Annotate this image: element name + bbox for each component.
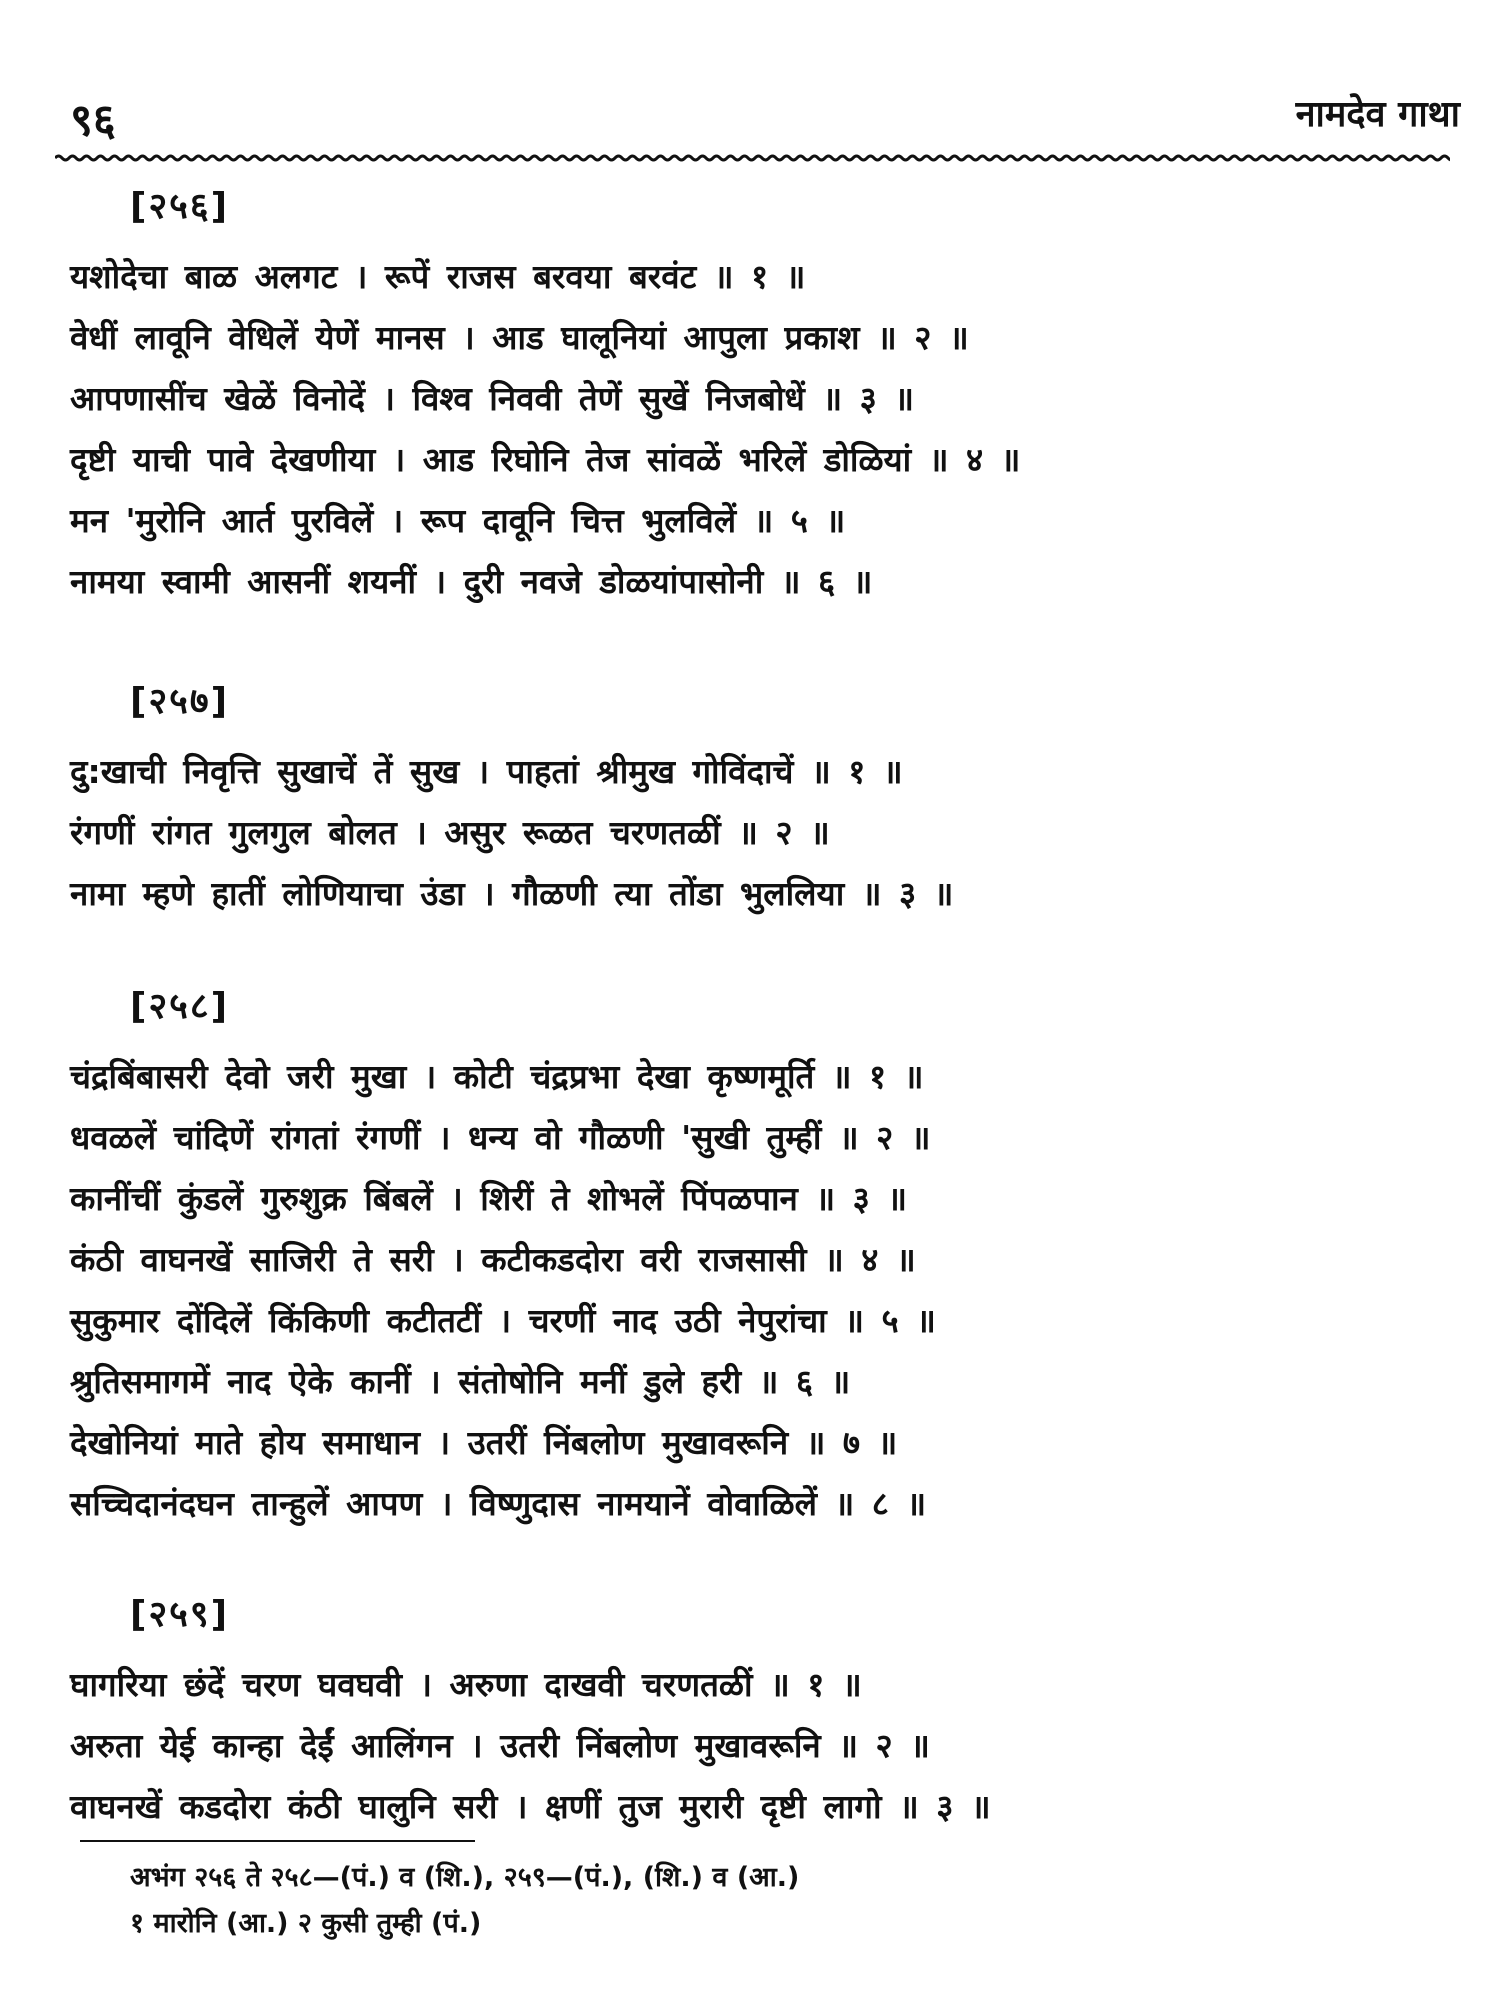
abhang-258	[70, 980, 1470, 1534]
verse-line: मन 'मुरोनि आर्त पुरविलें । रूप दावूनि चित्त भुलविलें ॥ ५ ॥	[70, 501, 846, 540]
verse-line: रंगणीं रांगत गुलगुल बोलत । असुर रूळत चरणतळीं ॥ २ ॥	[70, 813, 830, 852]
verse-line: आपणासींच खेळें विनोदें । विश्व निववी तेणें सुखें निजबोधें ॥ ३ ॥	[70, 379, 914, 418]
verse-line: अरुता येई कान्हा देईं आलिंगन । उतरी निंबलोण मुखावरूनि ॥ २ ॥	[70, 1726, 930, 1765]
abhang-number: [२५७]	[130, 681, 230, 722]
verse-line: धवळलें चांदिणें रांगतां रंगणीं । धन्य वो गौळणी 'सुखी तुम्हीं ॥ २ ॥	[70, 1118, 931, 1157]
abhang-256	[70, 180, 1470, 612]
verse-line: दृष्टी याची पावे देखणीया । आड रिघोनि तेज सांवळें भरिलें डोळियां ॥ ४ ॥	[70, 440, 1021, 479]
verse-line: यशोदेचा बाळ अलगट । रूपें राजस बरवया बरवंट ॥ १ ॥	[70, 257, 806, 296]
footnote-source: अभंग २५६ ते २५८—(पं.) व (शि.), २५९—(पं.), (शि.) व (आ.)	[130, 1862, 800, 1893]
verse-line: सच्चिदानंदघन तान्हुलें आपण । विष्णुदास नामयानें वोवाळिलें ॥ ८ ॥	[70, 1484, 927, 1523]
verse-line: कानींचीं कुंडलें गुरुशुक्र बिंबलें । शिरीं ते शोभलें पिंपळपान ॥ ३ ॥	[70, 1179, 908, 1218]
verse-line: दु:खाची निवृत्ति सुखाचें तें सुख । पाहतां श्रीमुख गोविंदाचें ॥ १ ॥	[70, 752, 903, 791]
abhang-number: [२५६]	[130, 186, 230, 227]
footnote-rule	[80, 1840, 475, 1842]
abhang-257	[70, 675, 1470, 924]
page-header	[70, 88, 1460, 148]
verse-line: नामा म्हणे हातीं लोणियाचा उंडा । गौळणी त्या तोंडा भुललिया ॥ ३ ॥	[70, 874, 954, 913]
verse-line: घागरिया छंदें चरण घवघवी । अरुणा दाखवी चरणतळीं ॥ १ ॥	[70, 1665, 862, 1704]
verse-line: कंठी वाघनखें साजिरी ते सरी । कटीकडदोरा वरी राजसासी ॥ ४ ॥	[70, 1240, 916, 1279]
verse-line: सुकुमार दोंदिलें किंकिणी कटीतटीं । चरणीं नाद उठी नेपुरांचा ॥ ५ ॥	[70, 1301, 936, 1340]
page-number: ९६	[70, 95, 116, 146]
abhang-number: [२५८]	[130, 986, 230, 1027]
verse-line: नामया स्वामी आसनीं शयनीं । दुरी नवजे डोळयांपासोनी ॥ ६ ॥	[70, 562, 873, 601]
verse-line: चंद्रबिंबासरी देवो जरी मुखा । कोटी चंद्रप्रभा देखा कृष्णमूर्ति ॥ १ ॥	[70, 1057, 924, 1096]
running-title: नामदेव गाथा	[1295, 94, 1460, 135]
verse-line: वाघनखें कडदोरा कंठी घालुनि सरी । क्षणीं तुज मुरारी दृष्टी लागो ॥ ३ ॥	[70, 1787, 991, 1826]
footnote-variants: १ मारोनि (आ.) २ कुसी तुम्ही (पं.)	[130, 1908, 482, 1939]
abhang-number: [२५९]	[130, 1594, 230, 1635]
header-wavy-rule	[55, 148, 1450, 168]
footnotes	[130, 1855, 1430, 1947]
abhang-259	[70, 1588, 1470, 1837]
verse-line: वेधीं लावूनि वेधिलें येणें मानस । आड घालूनियां आपुला प्रकाश ॥ २ ॥	[70, 318, 969, 357]
verse-line: श्रुतिसमागमें नाद ऐके कानीं । संतोषोनि मनीं डुले हरी ॥ ६ ॥	[70, 1362, 851, 1401]
verse-line: देखोनियां माते होय समाधान । उतरीं निंबलोण मुखावरूनि ॥ ७ ॥	[70, 1423, 898, 1462]
